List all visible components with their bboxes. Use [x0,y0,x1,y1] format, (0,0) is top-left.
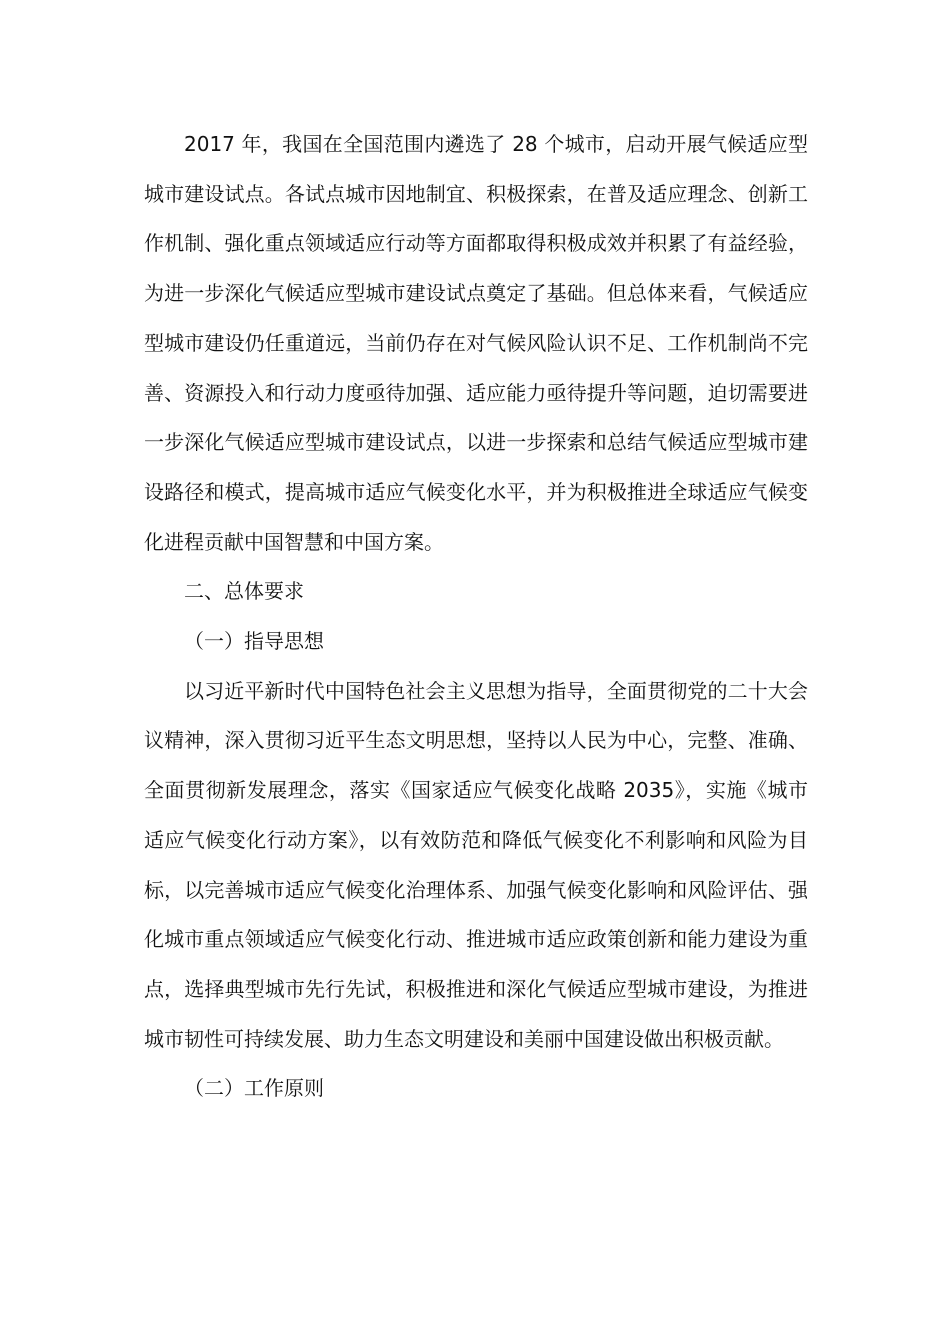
document-body [144,120,808,1114]
subsection-heading-guiding-ideology: （一）指导思想 [184,629,324,654]
paragraph-guiding-ideology: 以习近平新时代中国特色社会主义思想为指导，全面贯彻党的二十大会议精神，深入贯彻习近平生态文明思想，坚持以人民为中心，完整、准确、全面贯彻新发展理念，落实《国家适应气候变化战略 2035》，实施《城市适应气候变化行动方案》，以有效防范和降低气候变化不利影响和风险为目标，以完善城市适应气候变化治理体系、加强气候变化影响和风险评估、强化城市重点领域适应气候变化行动、推进城市适应政策创新和能力建设为重点，选择典型城市先行先试，积极推进和深化气候适应型城市建设，为推进城市韧性可持续发展、助力生态文明建设和美丽中国建设做出积极贡献。 [144,678,808,1051]
section-heading-overall-requirements: 二、总体要求 [184,579,304,604]
subsection-heading-working-principles: （二）工作原则 [184,1076,324,1101]
paragraph-pilot-background: 2017 年，我国在全国范围内遴选了 28 个城市，启动开展气候适应型城市建设试点。各试点城市因地制宜、积极探索，在普及适应理念、创新工作机制、强化重点领域适应行动等方面都取得积极成效并积累了有益经验，为进一步深化气候适应型城市建设试点奠定了基础。但总体来看，气候适应型城市建设仍任重道远，当前仍存在对气候风险认识不足、工作机制尚不完善、资源投入和行动力度亟待加强、适应能力亟待提升等问题，迫切需要进一步深化气候适应型城市建设试点，以进一步探索和总结气候适应型城市建设路径和模式，提高城市适应气候变化水平，并为积极推进全球适应气候变化进程贡献中国智慧和中国方案。 [144,132,808,554]
